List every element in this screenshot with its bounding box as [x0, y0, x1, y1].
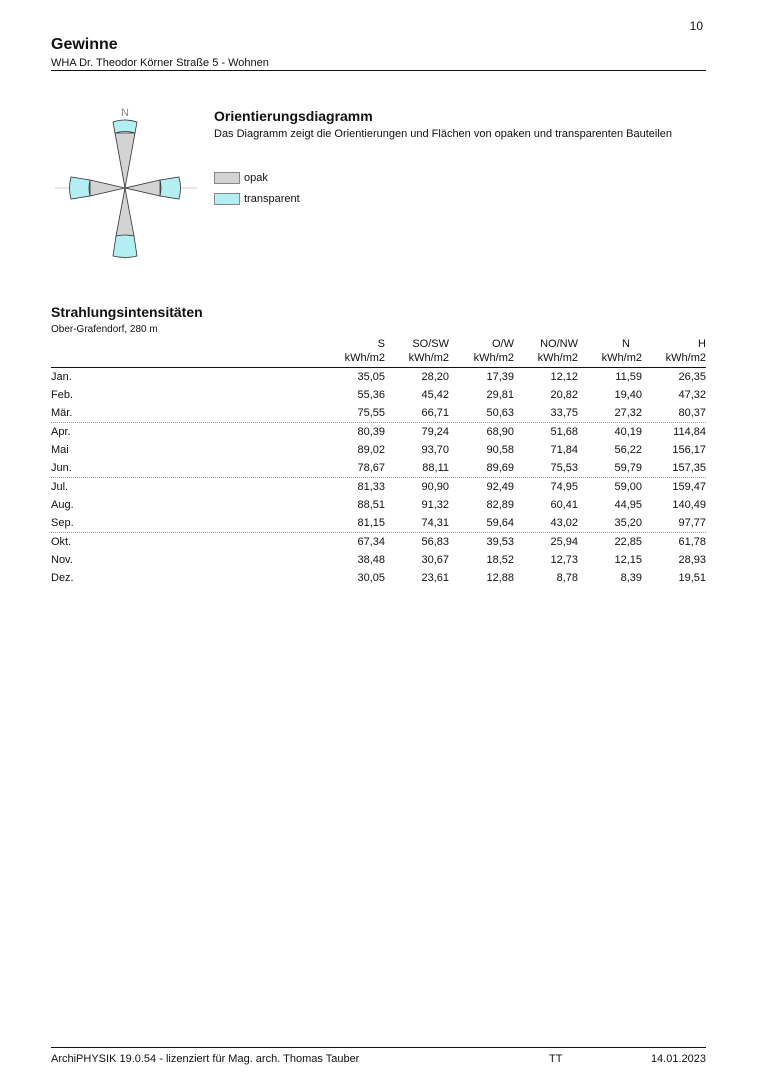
table-row	[51, 423, 706, 441]
table-row	[51, 551, 706, 569]
table-row	[51, 496, 706, 514]
table-body	[51, 368, 706, 587]
table-cell: 11,59	[615, 371, 642, 383]
table-cell: 81,15	[357, 517, 385, 529]
table-row	[51, 441, 706, 459]
table-cell: 81,33	[357, 481, 385, 493]
table-row	[51, 368, 706, 386]
table-cell: 29,81	[486, 389, 514, 401]
table-cell: 56,83	[421, 536, 449, 548]
table-cell: 60,41	[550, 499, 578, 511]
page-number: 10	[689, 19, 703, 33]
table-row	[51, 386, 706, 404]
orientation-south-transparent	[113, 235, 137, 258]
table-cell: 19,40	[614, 389, 642, 401]
legend-label-opaque: opak	[244, 172, 268, 184]
month-label: Aug.	[51, 499, 74, 511]
orientation-diagram	[55, 104, 197, 264]
table-cell: 90,58	[486, 444, 514, 456]
column-unit: kWh/m2	[537, 352, 578, 364]
table-cell: 20,82	[550, 389, 578, 401]
column-header: O/W	[492, 338, 514, 350]
orientation-title: Orientierungsdiagramm	[214, 108, 373, 124]
table-cell: 38,48	[357, 554, 385, 566]
table-cell: 88,11	[422, 462, 449, 474]
table-cell: 50,63	[486, 407, 514, 419]
table-cell: 56,22	[614, 444, 642, 456]
table-cell: 25,94	[550, 536, 578, 548]
table-cell: 78,67	[357, 462, 385, 474]
table-cell: 79,24	[421, 426, 449, 438]
table-row	[51, 404, 706, 422]
table-cell: 97,77	[678, 517, 706, 529]
orientation-west-transparent	[70, 177, 91, 199]
table-cell: 35,20	[614, 517, 642, 529]
table-cell: 33,75	[550, 407, 578, 419]
table-cell: 27,32	[614, 407, 642, 419]
table-header-names	[51, 338, 706, 352]
table-cell: 159,47	[672, 481, 706, 493]
month-label: Jun.	[51, 462, 72, 474]
table-cell: 90,90	[421, 481, 449, 493]
table-cell: 44,95	[614, 499, 642, 511]
table-cell: 8,78	[556, 572, 578, 584]
radiation-location: Ober-Grafendorf, 280 m	[51, 324, 158, 335]
legend-item-transparent	[214, 193, 300, 205]
table-row	[51, 533, 706, 551]
orientation-north-opaque	[115, 133, 135, 188]
table-cell: 23,61	[421, 572, 449, 584]
column-header: NO/NW	[540, 338, 578, 350]
table-cell: 18,52	[486, 554, 514, 566]
month-label: Mai	[51, 444, 69, 456]
month-label: Mär.	[51, 407, 73, 419]
table-cell: 66,71	[421, 407, 449, 419]
column-header: H	[698, 338, 706, 350]
table-cell: 12,15	[614, 554, 642, 566]
table-row	[51, 478, 706, 496]
column-unit: kWh/m2	[601, 352, 642, 364]
table-cell: 8,39	[620, 572, 642, 584]
footer-software: ArchiPHYSIK 19.0.54 - lizenziert für Mag. arch. Thomas Tauber	[51, 1053, 360, 1065]
table-cell: 43,02	[550, 517, 578, 529]
table-cell: 30,67	[421, 554, 449, 566]
table-cell: 40,19	[614, 426, 642, 438]
column-unit: kWh/m2	[344, 352, 385, 364]
legend-label-transparent: transparent	[244, 193, 300, 205]
column-unit: kWh/m2	[408, 352, 449, 364]
radiation-title: Strahlungsintensitäten	[51, 304, 203, 320]
month-label: Sep.	[51, 517, 74, 529]
orientation-south-opaque	[116, 188, 134, 236]
table-cell: 59,79	[614, 462, 642, 474]
legend-item-opaque	[214, 172, 268, 184]
table-cell: 61,78	[678, 536, 706, 548]
table-cell: 82,89	[486, 499, 514, 511]
table-cell: 12,12	[550, 371, 578, 383]
table-cell: 92,49	[486, 481, 514, 493]
column-header: SO/SW	[412, 338, 449, 350]
header-divider	[51, 70, 706, 71]
table-cell: 156,17	[672, 444, 706, 456]
table-cell: 30,05	[357, 572, 385, 584]
table-cell: 74,95	[550, 481, 578, 493]
table-cell: 12,88	[486, 572, 514, 584]
table-cell: 91,32	[421, 499, 449, 511]
table-cell: 114,84	[673, 426, 706, 438]
table-cell: 67,34	[357, 536, 385, 548]
page-title: Gewinne	[51, 36, 118, 53]
table-row	[51, 514, 706, 532]
table-cell: 26,35	[678, 371, 706, 383]
table-cell: 28,20	[421, 371, 449, 383]
orientation-east-opaque	[125, 180, 160, 196]
table-cell: 68,90	[486, 426, 514, 438]
month-label: Feb.	[51, 389, 74, 401]
legend-swatch-transparent	[214, 193, 240, 205]
table-row	[51, 569, 706, 587]
table-cell: 22,85	[614, 536, 642, 548]
column-unit: kWh/m2	[473, 352, 514, 364]
table-cell: 89,02	[357, 444, 385, 456]
page-subtitle: WHA Dr. Theodor Körner Straße 5 - Wohnen	[51, 57, 269, 69]
table-cell: 35,05	[357, 371, 385, 383]
table-cell: 47,32	[678, 389, 706, 401]
table-cell: 28,93	[678, 554, 706, 566]
footer-divider	[51, 1047, 706, 1048]
table-cell: 12,73	[550, 554, 578, 566]
table-cell: 80,37	[678, 407, 706, 419]
radiation-table	[51, 338, 706, 587]
table-cell: 19,51	[678, 572, 706, 584]
table-cell: 157,35	[672, 462, 706, 474]
month-label: Nov.	[51, 554, 73, 566]
table-cell: 59,00	[614, 481, 642, 493]
table-cell: 51,68	[550, 426, 578, 438]
column-unit: kWh/m2	[665, 352, 706, 364]
table-cell: 89,69	[486, 462, 514, 474]
table-cell: 88,51	[357, 499, 385, 511]
table-cell: 17,39	[486, 371, 514, 383]
table-cell: 140,49	[672, 499, 706, 511]
month-label: Jul.	[51, 481, 69, 493]
table-cell: 74,31	[421, 517, 449, 529]
north-label: N	[121, 107, 129, 119]
table-cell: 71,84	[550, 444, 578, 456]
month-label: Apr.	[51, 426, 71, 438]
table-cell: 39,53	[486, 536, 514, 548]
table-cell: 75,53	[550, 462, 578, 474]
table-row	[51, 459, 706, 477]
table-cell: 55,36	[357, 389, 385, 401]
footer-date: 14.01.2023	[650, 1053, 706, 1065]
month-label: Okt.	[51, 536, 72, 548]
orientation-description: Das Diagramm zeigt die Orientierungen und Flächen von opaken und transparenten Bauteilen	[214, 128, 673, 140]
orientation-west-opaque	[90, 180, 125, 196]
column-header: S	[377, 338, 385, 350]
orientation-east-transparent	[160, 177, 181, 199]
table-cell: 93,70	[421, 444, 449, 456]
table-cell: 80,39	[357, 426, 385, 438]
column-header: N	[622, 338, 630, 350]
table-cell: 59,64	[486, 517, 514, 529]
footer-initials: TT	[549, 1053, 563, 1065]
table-cell: 75,55	[357, 407, 385, 419]
legend-swatch-opaque	[214, 172, 240, 184]
month-label: Jan.	[51, 371, 72, 383]
table-cell: 45,42	[421, 389, 449, 401]
month-label: Dez.	[51, 572, 74, 584]
orientation-north-transparent	[113, 120, 137, 133]
table-header-units	[51, 352, 706, 366]
